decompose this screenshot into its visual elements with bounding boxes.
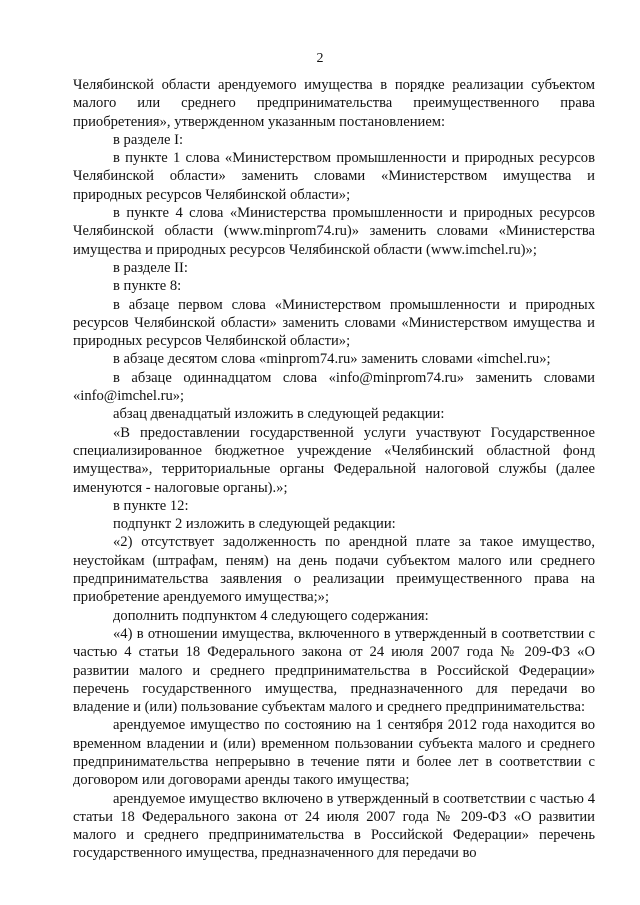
paragraph-11: «В предоставлении государственной услуги участвуют Государственное специализированное бюджетное учреждение «Челябинский областной фонд имущества», территориальные органы Федеральной налоговой службы (далее именуются - налоговые органы).»; xyxy=(73,424,595,496)
paragraph-18: арендуемое имущество включено в утвержденный в соответствии с частью 4 статьи 18 Федерального закона от 24 июля 2007 года № 209-ФЗ «О развитии малого и среднего предпринимательства в Российской Федерации» перечень государственного имущества, предназначенного для передачи во xyxy=(73,790,595,862)
paragraph-6: в пункте 8: xyxy=(113,278,182,295)
paragraph-8: в абзаце десятом слова «minprom74.ru» заменить словами «imchel.ru»; xyxy=(113,351,551,368)
paragraph-14: «2) отсутствует задолженность по арендной плате за такое имущество, неустойкам (штрафам, пеням) на день подачи субъектом малого или среднего предпринимательства заявления о реализации преимущественного права на приобретение арендуемого имущества;»; xyxy=(73,534,595,606)
paragraph-2: в разделе I: xyxy=(113,131,184,148)
paragraph-7: в абзаце первом слова «Министерством промышленности и природных ресурсов Челябинской области» заменить словами «Министерством имущества и природных ресурсов Челябинской области»; xyxy=(73,296,595,350)
paragraph-9: в абзаце одиннадцатом слова «info@minprom74.ru» заменить словами «info@imchel.ru»; xyxy=(73,369,595,405)
paragraph-15: дополнить подпунктом 4 следующего содержания: xyxy=(113,607,429,624)
paragraph-13: подпункт 2 изложить в следующей редакции: xyxy=(113,516,396,533)
paragraph-17: арендуемое имущество по состоянию на 1 сентября 2012 года находится во временном владении и (или) временном пользовании субъекта малого и среднего предпринимательства непрерывно в течение пяти и более лет в соответствии с договором или договорами аренды такого имущества; xyxy=(73,717,595,789)
paragraph-12: в пункте 12: xyxy=(113,497,189,514)
paragraph-5: в разделе II: xyxy=(113,259,188,276)
page-number: 2 xyxy=(316,51,324,66)
document-body xyxy=(73,76,595,863)
paragraph-4: в пункте 4 слова «Министерства промышленности и природных ресурсов Челябинской области (www.minprom74.ru)» заменить словами «Министерства имущества и природных ресурсов Челябинской области (www.imchel.ru)»; xyxy=(73,205,595,258)
paragraph-1: Челябинской области арендуемого имущества в порядке реализации субъектом малого или среднего предпринимательства преимущественного права приобретения», утвержденном указанным постановлением: xyxy=(73,77,595,130)
paragraph-10: абзац двенадцатый изложить в следующей редакции: xyxy=(113,406,445,423)
paragraph-16: «4) в отношении имущества, включенного в утвержденный в соответствии с частью 4 статьи 18 Федерального закона от 24 июля 2007 года № 209-ФЗ «О развитии малого и среднего предпринимательства в Российской Федерации» перечень государственного имущества, предназначенного для передачи во владение и (или) пользование субъектам малого и среднего предпринимательства: xyxy=(73,625,595,716)
paragraph-3: в пункте 1 слова «Министерством промышленности и природных ресурсов Челябинской области» заменить словами «Министерством имущества и природных ресурсов Челябинской области»; xyxy=(73,150,595,203)
